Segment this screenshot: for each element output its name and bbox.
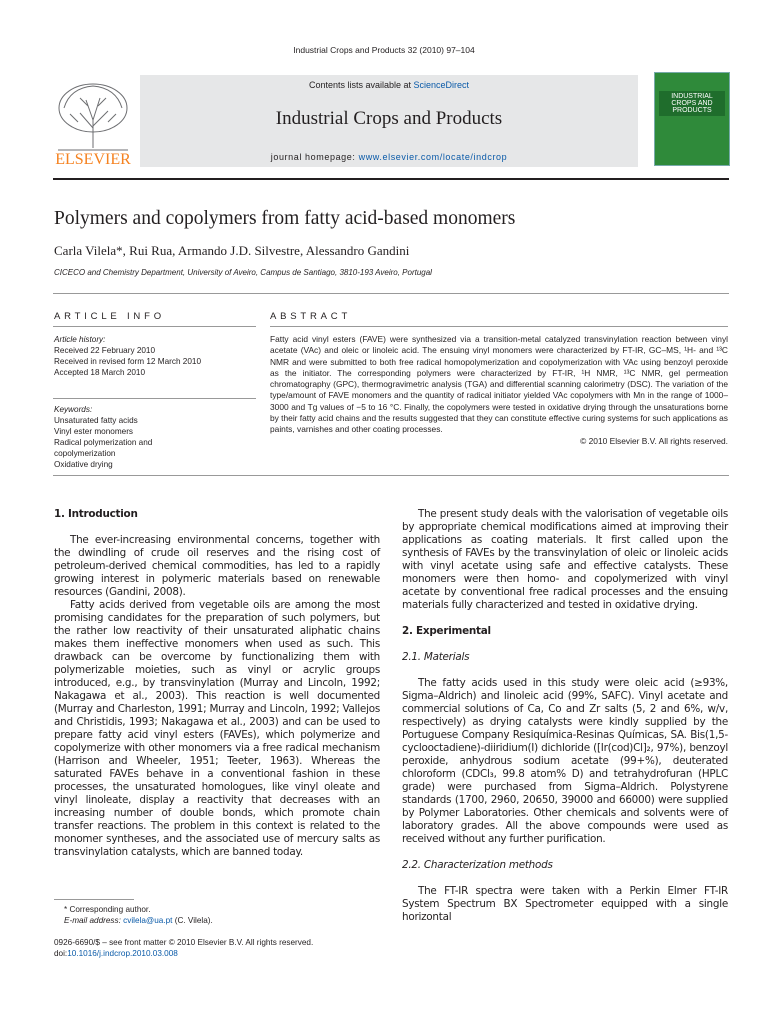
journal-reference: Industrial Crops and Products 32 (2010) 97–104 (293, 45, 475, 55)
doi-line (54, 948, 384, 959)
abstract-copyright: © 2010 Elsevier B.V. All rights reserved. (580, 435, 728, 446)
history-item: Received 22 February 2010 (54, 346, 156, 355)
affiliation: CICECO and Chemistry Department, University of Aveiro, Campus de Santiago, 3810-193 Aveiro, Portugal (54, 268, 432, 277)
subsection-heading-materials: 2.1. Materials (402, 651, 470, 663)
sciencedirect-link[interactable]: ScienceDirect (413, 80, 470, 90)
keyword: copolymerization (54, 449, 116, 458)
section-heading-experimental: 2. Experimental (402, 625, 491, 637)
right-column (402, 508, 728, 924)
footnote (54, 904, 384, 926)
corresponding-author: * Corresponding author. (64, 905, 151, 914)
doi-prefix: doi: (54, 949, 68, 958)
divider (53, 475, 729, 476)
email-suffix: (C. Vilela). (172, 916, 213, 925)
homepage-prefix: journal homepage: (270, 152, 359, 162)
keyword: Radical polymerization and (54, 438, 153, 447)
divider (53, 293, 729, 294)
doi-link[interactable]: 10.1016/j.indcrop.2010.03.008 (67, 949, 178, 958)
paragraph: The present study deals with the valorisation of vegetable oils by appropriate chemical modifications aimed at improving their applications as coating materials. It first called upon the synthesis of FAVEs by the transvinylation of oleic or linoleic acids with vinyl acetate using safe and effective catalysts. These monomers were then homo- and copolymerized with vinyl acetate by conventional free radical processes and the ensuing materials fully characterized and tested in oxidative drying. (402, 508, 728, 611)
keyword: Oxidative drying (54, 460, 113, 469)
header-rule (53, 178, 729, 180)
footnote-rule (54, 899, 134, 900)
keyword: Unsaturated fatty acids (54, 416, 138, 425)
abstract-body (270, 334, 728, 447)
article-title: Polymers and copolymers from fatty acid-based monomers (54, 208, 516, 229)
journal-title: Industrial Crops and Products (275, 108, 503, 129)
bottom-info (54, 937, 384, 959)
history-label: Article history: (54, 335, 106, 344)
divider (53, 398, 256, 399)
issn-line: 0926-6690/$ – see front matter © 2010 Elsevier B.V. All rights reserved. (54, 938, 314, 947)
section-heading-introduction: 1. Introduction (54, 508, 138, 520)
contents-line (140, 80, 638, 90)
publisher-name: ELSEVIER (55, 151, 131, 168)
article-authors: Carla Vilela*, Rui Rua, Armando J.D. Silvestre, Alessandro Gandini (54, 243, 410, 258)
paragraph: The fatty acids used in this study were oleic acid (≥93%, Sigma–Aldrich) and linoleic acid (99%, SAFC). Vinyl acetate and commercial solutions of Ca, Co and Zr salts (5, 2 and 6%, w/v, respectively) as drying catalysts were kindly supplied by the Portuguese Company Resiquímica-Resinas Químicas, SA. Bis(1,5-cyclooctadiene)-diiridium(I) dichloride ([Ir(cod)Cl]₂, 97%), benzoyl peroxide, anhydrous sodium acetate (99+%), deuterated chloroform (CDCl₃, 99.8 atom% D) and tetrahydrofuran (HPLC grade) were purchased from Sigma–Aldrich. Polystyrene standards (1700, 2960, 20650, 39000 and 66000) were supplied by Polymer Laboratories. Other chemicals and solvents were of laboratory grades. All the above compounds were used as received without any further purification. (402, 677, 728, 845)
paragraph: The ever-increasing environmental concerns, together with the dwindling of crude oil reserves and the rising cost of petroleum-derived chemical commodities, has led to a rapidly growing interest in polymeric materials based on renewable resources (Gandini, 2008). (54, 534, 380, 598)
keyword: Vinyl ester monomers (54, 427, 134, 436)
elsevier-logo (50, 78, 136, 168)
cover-title: INDUSTRIAL CROPS AND PRODUCTS (659, 91, 725, 116)
email-line (54, 915, 384, 926)
abstract-text: Fatty acid vinyl esters (FAVE) were synthesized via a transition-metal catalyzed transvinylation reaction between vinyl acetate (VAc) and oleic or linoleic acid. The ensuing vinyl monomers were characterized by FT-IR, GC–MS, ¹H- and ¹³C NMR and were submitted to both free radical homopolymerization and copolymerization with VAc using benzoyl peroxide as the initiator. The corresponding polymers were characterized by FT-IR, ¹H NMR, ¹³C NMR, gel permeation chromatography (GPC), thermogravimetric analysis (TGA) and differential scanning calorimetry (DSC). The variation of the type/amount of FAVE monomers and the quantity of radical initiator yielded VAc copolymers with Mn in the range of 1000–3000 and Tg values of −5 to 16 °C. Finally, the copolymers were tested in oxidative drying through the unsaturations borne by their fatty acid chains and the results suggested that they can constitute effective curing systems for such applications as paints, varnishes and other coating processes. (270, 334, 728, 435)
homepage-link[interactable]: www.elsevier.com/locate/indcrop (358, 152, 508, 162)
history-item: Received in revised form 12 March 2010 (54, 357, 201, 366)
abstract-heading: ABSTRACT (270, 311, 352, 322)
divider (53, 326, 256, 327)
email-label: E-mail address: (64, 916, 124, 925)
contents-prefix: Contents lists available at (308, 80, 414, 90)
article-info-heading: ARTICLE INFO (54, 311, 165, 322)
history-item: Accepted 18 March 2010 (54, 368, 146, 377)
left-column (54, 508, 380, 859)
paragraph: The FT-IR spectra were taken with a Perkin Elmer FT-IR System Spectrum BX Spectrometer equipped with a single horizontal (402, 885, 728, 923)
keywords-label: Keywords: (54, 405, 93, 414)
journal-homepage (140, 152, 638, 162)
article-history (54, 334, 254, 378)
journal-cover (654, 72, 730, 166)
email-link[interactable]: cvilela@ua.pt (123, 916, 173, 925)
keywords (54, 404, 254, 470)
paragraph: Fatty acids derived from vegetable oils are among the most promising candidates for the preparation of such polymers, but the rather low reactivity of their unsaturated aliphatic chains makes them ineffective monomers when used as such. This drawback can be overcome by functionalizing them with polymerizable moieties, such as vinyl or acrylic groups introduced, e.g., by transvinylation (Murray and Lincoln, 1992; Nakagawa et al., 2003). This reaction is well documented (Murray and Charleston, 1991; Murray and Lincoln, 1992; Vallejos and Christidis, 1993; Nakagawa et al., 2003) and can be used to prepare fatty acid vinyl esters (FAVEs), which polymerize and copolymerize with other monomers via a free radical mechanism (Harrison and Wheeler, 1951; Teeter, 1963). Whereas the saturated FAVEs behave in a conventional fashion in these processes, the unsaturated homologues, like vinyl oleate and vinyl linoleate, display a reactivity that decreases with an increasing number of double bonds, which promote chain transfer reactions. The problem in this context is related to the monomer syntheses, and the associated use of mercury salts as transvinylation catalysts, which are banned today. (54, 599, 380, 858)
divider (270, 326, 728, 327)
subsection-heading-characterization: 2.2. Characterization methods (402, 859, 553, 871)
